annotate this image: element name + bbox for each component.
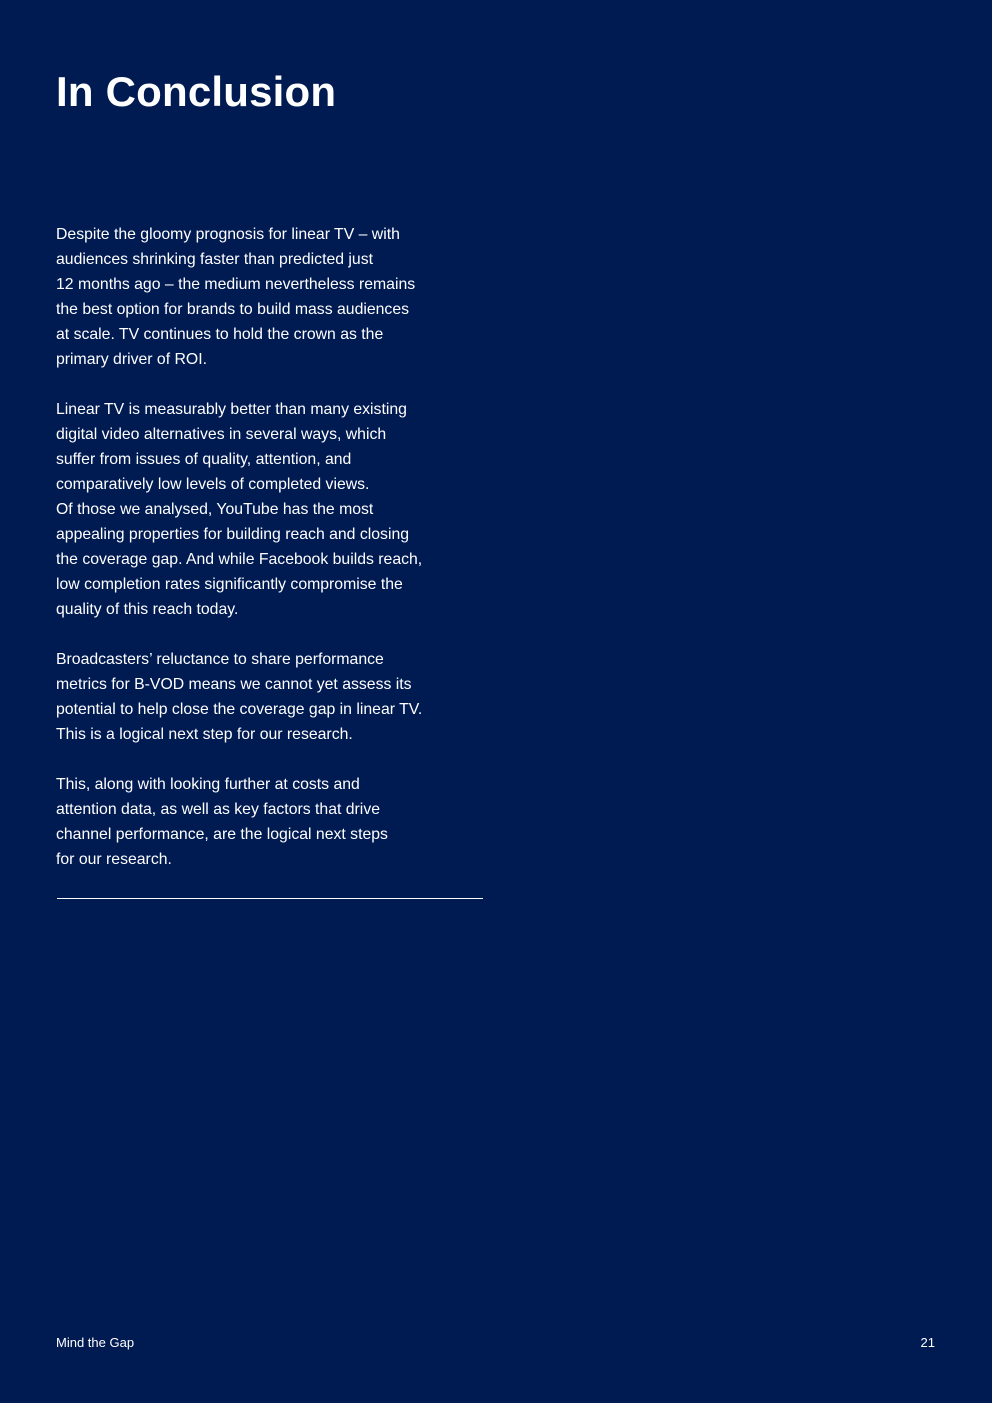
text-line: audiences shrinking faster than predicted just — [56, 251, 374, 268]
page-title: In Conclusion — [56, 68, 337, 115]
text-line: attention data, as well as key factors that drive — [56, 801, 381, 818]
text-line: for our research. — [56, 851, 172, 868]
text-line: Despite the gloomy prognosis for linear TV – with — [56, 226, 400, 243]
text-line: quality of this reach today. — [56, 601, 239, 618]
text-line: metrics for B-VOD means we cannot yet assess its — [56, 676, 412, 693]
text-line: Broadcasters’ reluctance to share performance — [56, 651, 384, 668]
text-line: the best option for brands to build mass audiences — [56, 301, 410, 318]
text-line: Linear TV is measurably better than many existing — [56, 401, 407, 418]
footer-publication-title: Mind the Gap — [56, 1335, 135, 1350]
text-line: suffer from issues of quality, attention, and — [56, 451, 352, 468]
text-line: low completion rates significantly compromise the — [56, 576, 403, 593]
text-line: 12 months ago – the medium nevertheless remains — [56, 276, 416, 293]
text-line: This is a logical next step for our research. — [56, 726, 353, 743]
text-line: at scale. TV continues to hold the crown as the — [56, 326, 384, 343]
paragraph-roi — [56, 222, 476, 372]
section-divider — [57, 898, 483, 899]
text-line: Of those we analysed, YouTube has the most — [56, 501, 374, 518]
text-line: appealing properties for building reach and closing — [56, 526, 410, 543]
text-line: This, along with looking further at costs and — [56, 776, 360, 793]
text-line: digital video alternatives in several ways, which — [56, 426, 387, 443]
text-line: channel performance, are the logical next steps — [56, 826, 388, 843]
text-line: comparatively low levels of completed views. — [56, 476, 370, 493]
text-line: potential to help close the coverage gap in linear TV. — [56, 701, 423, 718]
text-line: primary driver of ROI. — [56, 351, 207, 368]
paragraph-digital-video — [56, 397, 476, 622]
page-number: 21 — [920, 1335, 935, 1350]
body-text — [56, 222, 476, 897]
text-line: the coverage gap. And while Facebook builds reach, — [56, 551, 423, 568]
paragraph-bvod — [56, 647, 476, 747]
paragraph-next-steps — [56, 772, 476, 872]
